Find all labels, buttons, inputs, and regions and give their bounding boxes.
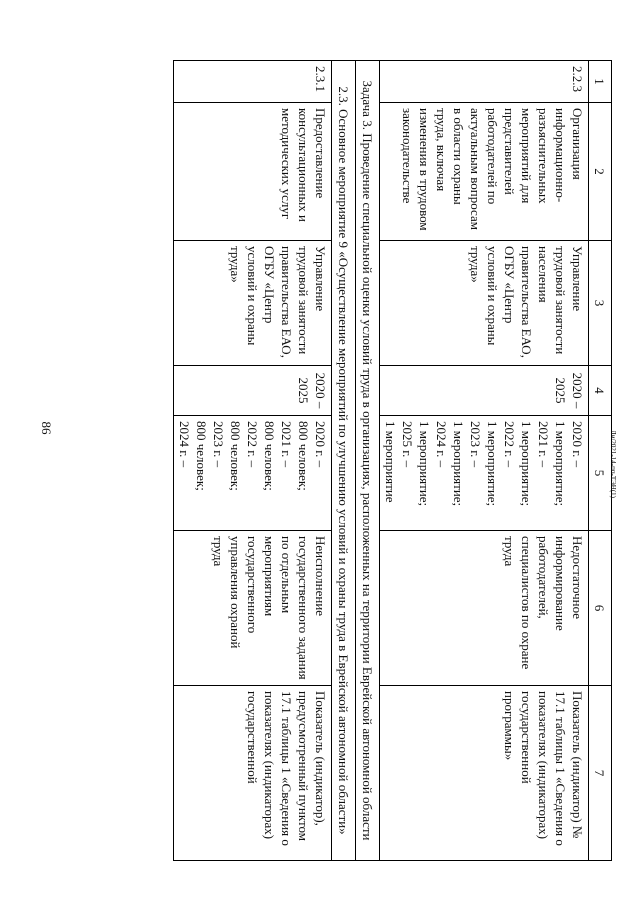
page-number: 86 xyxy=(39,421,54,435)
indicator-link: Показатель (индикатор) № 17.1 таблицы 1 «Сведения о показателях (индикаторах) государственной программы» xyxy=(380,686,589,861)
implementation-period: 2020 – 2025 xyxy=(174,366,332,416)
document-code: Ли/2021-14-пп-ТЭН(1) xyxy=(609,429,617,499)
row-number: 2.2.3 xyxy=(380,61,589,103)
row-number: 2.3.1 xyxy=(174,61,332,103)
header-cell-5: 5 xyxy=(589,416,612,531)
expected-result: 2020 г. – 800 человек; 2021 г. – 800 человек; 2022 г. – 800 человек; 2023 г. – 800 человек; 2024 г. – xyxy=(174,416,332,531)
responsible-executor: Управление трудовой занятости населения правительства ЕАО, ОГБУ «Центр условий и охраны труда» xyxy=(380,241,589,366)
table-row-2-3-1 xyxy=(174,61,332,861)
header-cell-3: 3 xyxy=(589,241,612,366)
measure-name: Организация информационно-разъяснительных мероприятий для представителей работодателей по актуальным вопросам в области охраны труда, включая изменения в трудовом законодательстве xyxy=(380,103,589,241)
table-row-2-2-3 xyxy=(380,61,589,861)
rotated-table-container xyxy=(92,60,612,860)
header-cell-1: 1 xyxy=(589,61,612,103)
header-cell-4: 4 xyxy=(589,366,612,416)
program-measures-table xyxy=(173,60,612,861)
measure-name: Предоставление консультационных и методических услуг xyxy=(174,103,332,241)
indicator-link: Показатель (индикатор), предусмотренный пунктом 17.1 таблицы 1 «Сведения о показателях (индикаторах) государственной xyxy=(174,686,332,861)
main-measure-2-3-heading: 2.3. Основное мероприятие 9 «Осуществление мероприятий по улучшению условий и охраны труда в Еврейской автономной области» xyxy=(332,61,356,861)
expected-result: 2020 г. – 1 мероприятие; 2021 г. – 1 мероприятие; 2022 г. – 1 мероприятие; 2023 г. – 1 мероприятие; 2024 г. – 1 мероприятие; 2025 г. – 1 мероприятие xyxy=(380,416,589,531)
task-3-heading: Задача 3. Проведение специальной оценки условий труда в организациях, расположенных на территории Еврейской автономной области xyxy=(356,61,380,861)
header-cell-2: 2 xyxy=(589,103,612,241)
rotated-table-frame xyxy=(92,60,612,860)
implementation-period: 2020 –2025 xyxy=(380,366,589,416)
responsible-executor: Управление трудовой занятости правительства ЕАО, ОГБУ «Центр условий и охраны труда» xyxy=(174,241,332,366)
task-row xyxy=(356,61,380,861)
main-measure-row xyxy=(332,61,356,861)
header-cell-7: 7 xyxy=(589,686,612,861)
non-implementation-consequences: Недостаточное информирование работодателей, специалистов по охране труда xyxy=(380,531,589,686)
header-cell-6: 6 xyxy=(589,531,612,686)
non-implementation-consequences: Неисполнение государственного задания по отдельным мероприятиям государственного управления охраной труда xyxy=(174,531,332,686)
